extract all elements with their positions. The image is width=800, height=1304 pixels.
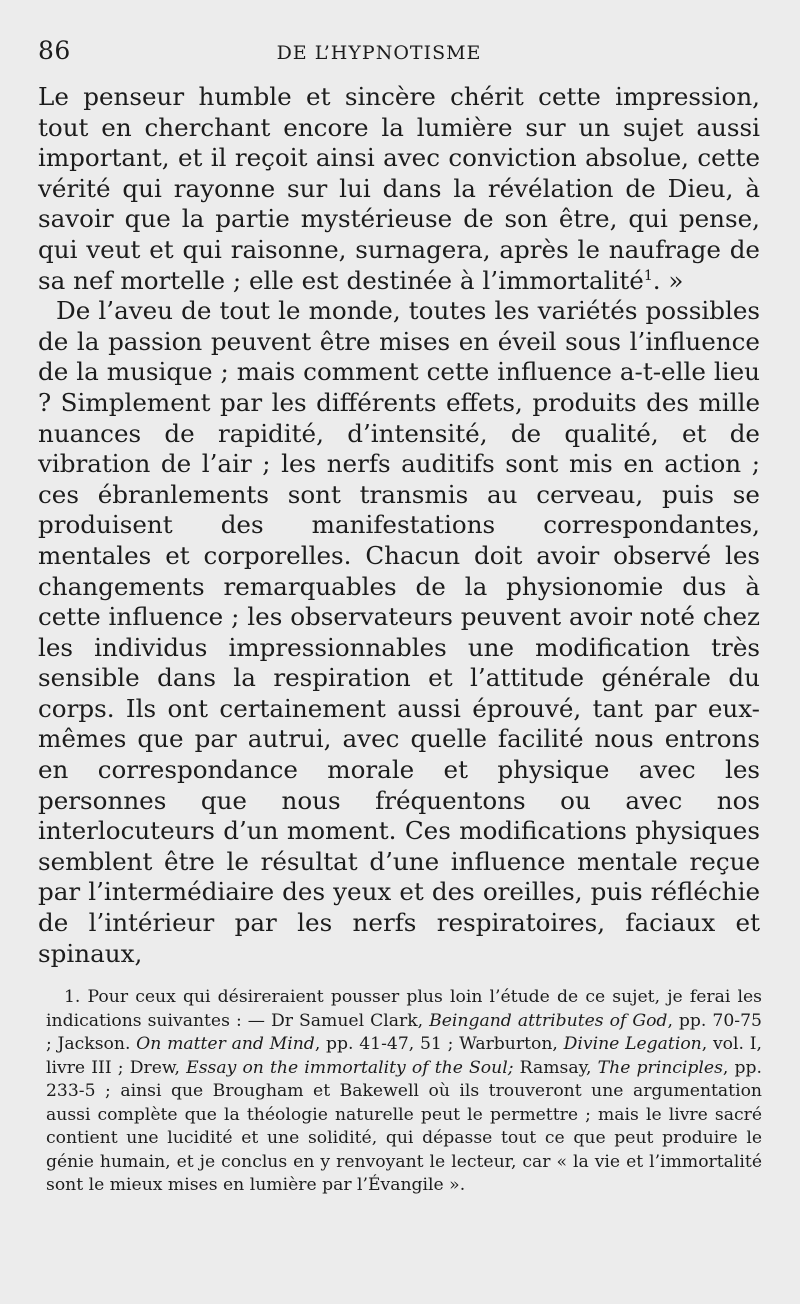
footnote-title: The principles	[597, 1057, 723, 1078]
footnote-part: Ramsay,	[513, 1057, 598, 1078]
page-header	[38, 36, 760, 76]
footnote-text	[46, 986, 762, 1198]
footnote-part: , pp. 41-47, 51 ; Warburton,	[314, 1034, 564, 1054]
main-text	[38, 82, 760, 969]
footnote-part: 1. Pour ceux qui désireraient pousser plus loin l’étude de ce sujet, je ferai les indications suivantes : — Dr Samuel Clark,	[46, 987, 762, 1031]
paragraph-1-text: Le penseur humble et sincère chérit cette impression, tout en cherchant encore la lumière sur un sujet aussi important, et il reçoit ainsi avec conviction absolue, cette vérité qui rayonne sur lui dans la révélation de Dieu, à savoir que la partie mystérieuse de son être, qui pense, qui veut et qui raisonne, surnagera, après le naufrage de sa nef mortelle ; elle est destinée à l’immortalité	[38, 82, 760, 295]
paragraph-2: De l’aveu de tout le monde, toutes les variétés possibles de la passion peuvent être mises en éveil sous l’influence de la musique ; mais comment cette influence a-t-elle lieu ? Simplement par les différents effets, produits des mille nuances de rapidité, d’intensité, de qualité, et de vibration de l’air ; les nerfs auditifs sont mis en action ; ces ébranlements sont transmis au cerveau, puis se produisent des manifestations correspondantes, mentales et corporelles. Chacun doit avoir observé les changements remarquables de la physionomie dus à cette influence ; les observateurs peuvent avoir noté chez les individus impressionnables une modification très sensible dans la respiration et l’attitude générale du corps. Ils ont certainement aussi éprouvé, tant par eux-mêmes que par autrui, avec quelle facilité nous entrons en correspondance morale et physique avec les personnes que nous fréquentons ou avec nos interlocuteurs d’un moment. Ces modifications physiques semblent être le résultat d’une influence mentale reçue par l’intermédiaire des yeux et des oreilles, puis réfléchie de l’intérieur par les nerfs respiratoires, faciaux et spinaux,	[38, 296, 760, 968]
page-number: 86	[38, 36, 71, 65]
footnote-part: , pp. 70-75 ; Jackson.	[46, 1010, 762, 1054]
footnote-title: Beingand attributes of God	[429, 1010, 668, 1031]
footnote	[46, 986, 762, 1198]
footnote-part: , vol. I, livre III ; Drew,	[46, 1034, 762, 1078]
footnote-title: Essay on the immortality of the Soul;	[186, 1057, 514, 1078]
paragraph-1-end: . »	[652, 265, 684, 295]
paragraph-1	[38, 82, 760, 296]
footnote-part: , pp. 233-5 ; ainsi que Brougham et Bakewell où ils trouveront une argumentation aussi complète que la théologie naturelle peut le permettre ; mais le livre sacré contient une lucidité et une solidité, qui dépasse tout ce que peut produire le génie humain, et je conclus en y renvoyant le lecteur, car « la vie et l’immortalité sont le mieux mises en lumière par l’Évangile ».	[46, 1057, 763, 1195]
running-title: DE L’HYPNOTISME	[276, 42, 482, 64]
footnote-title: Divine Legation	[563, 1034, 702, 1054]
footnote-ref: 1	[643, 267, 653, 284]
footnote-title: On matter and Mind	[136, 1034, 315, 1054]
